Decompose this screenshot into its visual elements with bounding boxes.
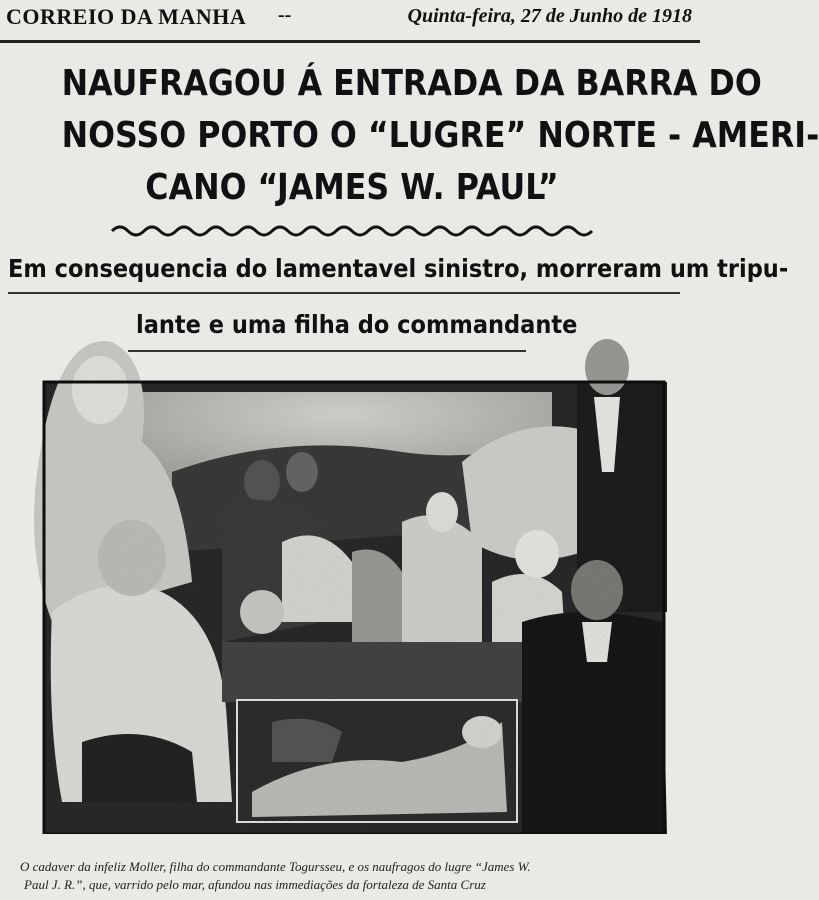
subheadline-line-1: Em consequencia do lamentavel sinistro, morreram um tripu- — [8, 254, 789, 283]
headline-line-3: CANO “JAMES W. PAUL” — [145, 167, 559, 208]
newspaper-name: CORREIO DA MANHA — [6, 4, 247, 29]
subheadline-line-2: lante e uma filha do commandante — [136, 310, 578, 339]
caption-line-2: Paul J. R.”, que, varrido pelo mar, afundou nas immediações da fortaleza de Santa Cruz — [24, 877, 486, 892]
masthead-separator: -- — [278, 4, 292, 26]
headline-line-1: NAUFRAGOU Á ENTRADA DA BARRA DO — [61, 63, 762, 104]
news-photograph — [22, 322, 672, 837]
masthead — [0, 0, 700, 43]
subheadline-rule-1 — [8, 292, 680, 294]
headline-line-2: NOSSO PORTO O “LUGRE” NORTE - AMERI- — [61, 115, 819, 156]
photograph-illustration — [22, 322, 672, 837]
photo-caption — [20, 858, 692, 894]
wavy-divider — [112, 222, 584, 240]
issue-date: Quinta-feira, 27 de Junho de 1918 — [407, 5, 692, 27]
headline — [61, 58, 819, 214]
caption-line-1: O cadaver da infeliz Moller, filha do commandante Togursseu, e os naufragos do lugre “James W. — [20, 859, 531, 874]
